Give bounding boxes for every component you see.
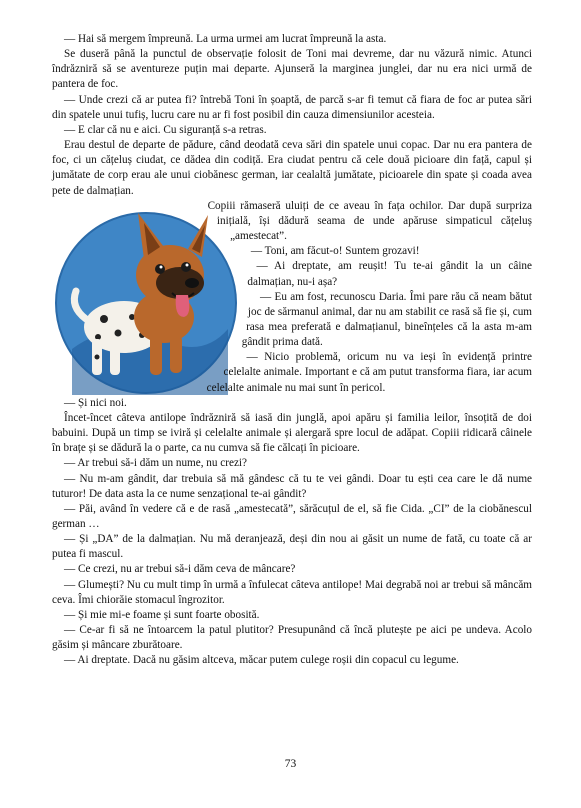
paragraph: — Nicio problemă, oricum nu va ieși în evidență printre celelalte animale. Important e că am putut transforma fiara, iar acum celelalte animale nu mai sunt în pericol. [206, 351, 532, 394]
paragraph: — Toni, am făcut-o! Suntem grozavi! [250, 245, 420, 258]
wrapped-text-section [52, 199, 532, 457]
paragraph: — Ai dreptate, am reușit! Tu te-ai gândit la un câine dalmațian, nu-i așa? [247, 260, 532, 288]
paragraph: — Și mie mi-e foame și sunt foarte obosită. [64, 608, 260, 621]
paragraph: — Glumești? Nu cu mult timp în urmă a înfulecat câteva antilope! Mai degrabă noi ar trebui să mâncăm ceva. Îmi chiorăie stomacul îngrozitor. [52, 578, 532, 606]
paragraph: — Păi, având în vedere că e de rasă „amestecată”, sărăcuțul de el, să fie Cida. „CI” de la ciobănescul german … [52, 502, 532, 530]
paragraph: Încet-încet câteva antilope îndrăzniră să iasă din junglă, apoi apăru și familia leilor, însoțită de doi babuini. După un timp se iviră și celelalte animale și alergară spre locul de adăpat. Copiii ridicară câinele în brațe și se dădură la o parte, ca nu cumva să fie călcați în picioare. [52, 411, 532, 455]
paragraph: — Și nici noi. [64, 396, 127, 409]
page-text [52, 32, 532, 669]
paragraph: — Eu am fost, recunoscu Daria. Îmi pare rău că neam bătut joc de sărmanul animal, dar nu am stabilit ce rasă să fie și, cum rasa mea preferată e dalmațianul, bineînțeles că la asta m-am gândit prima dată. [241, 290, 532, 349]
paragraph: — Nu m-am gândit, dar trebuia să mă gândesc că tu te vei gândi. Doar tu ești cea care le dă nume tuturor! De data asta la ce nume senzațional te-ai gândit? [52, 472, 532, 500]
page-number: 73 [284, 758, 297, 770]
paragraph: — Hai să mergem împreună. La urma urmei am lucrat împreună la asta. [64, 33, 387, 45]
paragraph: Se duseră până la punctul de observație folosit de Toni mai devreme, dar nu văzură nimic. Atunci îndrăzniră să se aventureze puțin mai departe. Ajunseră la marginea junglei, dar nu era nici urmă de pantera de foc. [52, 48, 532, 91]
text-before-illustration [52, 32, 532, 199]
paragraph: Copiii rămaseră uluiți de ce aveau în fața ochilor. Dar după surpriza inițială, își dădură seama de unde apăruse simpaticul cățeluș „amestecat”. [207, 199, 532, 243]
paragraph: — Și „DA” de la dalmațian. Nu mă deranjează, deși din nou ai găsit un nume de fată, cu toate că ar putea fi mascul. [52, 533, 532, 561]
paragraph: — Ce-ar fi să ne întoarcem la patul plutitor? Presupunând că încă plutește pe aici pe undeva. Acolo găsim și mâncare zburătoare. [52, 624, 532, 652]
paragraph: Erau destul de departe de pădure, când deodată ceva sări din spatele unui copac. Dar nu era pantera de foc, ci un cățeluș ciudat, ce dădea din codiță. Era ciudat pentru că cele două picioare din față, capul și jumătate de corp erau ale unui ciobănesc german, iar cealaltă jumătate, picioarele din spate și coada avea pete de dalmațian. [52, 139, 532, 197]
paragraph: — E clar că nu e aici. Cu siguranță s-a retras. [64, 123, 267, 136]
paragraph: — Ai dreptate. Dacă nu găsim altceva, măcar putem culege roșii din copacul cu legume. [64, 654, 459, 667]
text-after-illustration [52, 456, 532, 668]
paragraph: — Ar trebui să-i dăm un nume, nu crezi? [64, 457, 247, 470]
paragraph: — Unde crezi că ar putea fi? întrebă Toni în șoaptă, de parcă s-ar fi temut că fiara de foc ar putea sări din spatele unui tufiș, lucru care nu ar fi fost posibil din cauza dimensiunilor acesteia. [52, 93, 532, 121]
paragraph: — Ce crezi, nu ar trebui să-i dăm ceva de mâncare? [64, 563, 296, 576]
dog-illustration [52, 199, 240, 395]
